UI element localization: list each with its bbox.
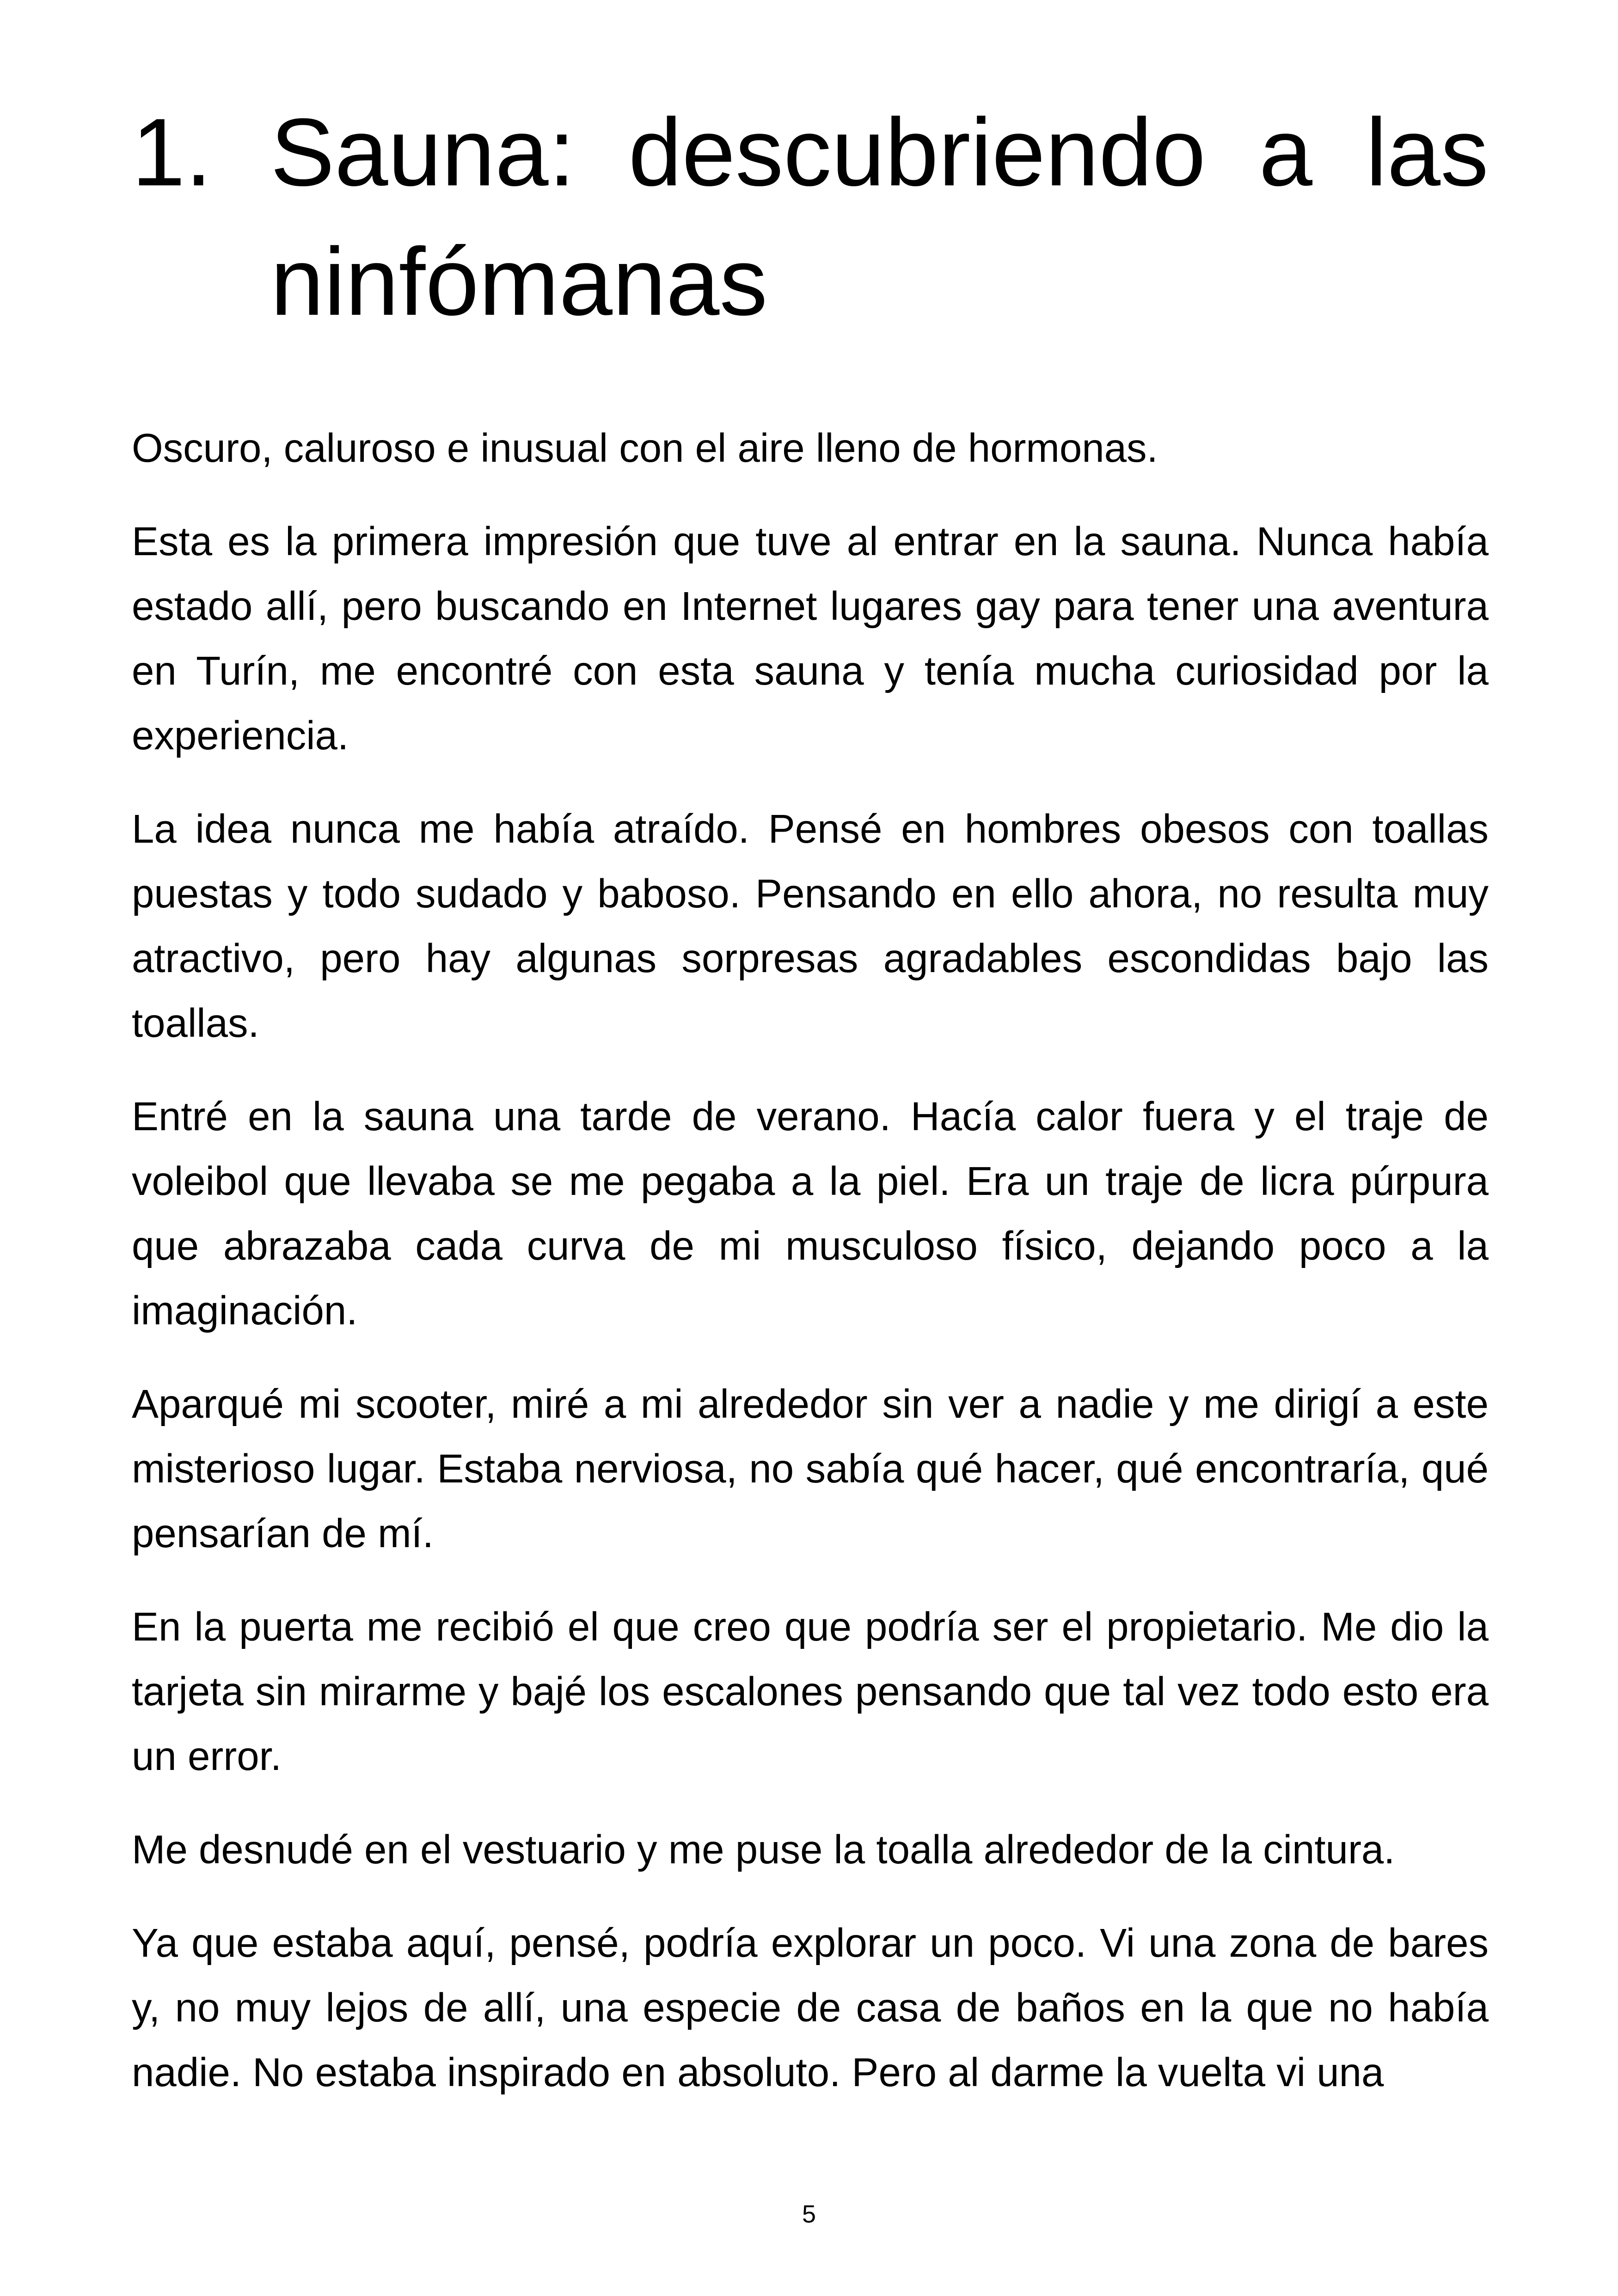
paragraph-8: Ya que estaba aquí, pensé, podría explorar un poco. Vi una zona de bares y, no muy lejos de allí, una especie de casa de baños en la que no había nadie. No estaba inspirado en absoluto. Pero al darme la vuelta vi una bbox=[132, 1921, 1489, 2095]
chapter-title-text bbox=[270, 88, 1489, 347]
paragraph-3: La idea nunca me había atraído. Pensé en hombres obesos con toallas puestas y todo sudado y baboso. Pensando en ello ahora, no resulta muy atractivo, pero hay algunas sorpresas agradables escondidas bajo las toallas. bbox=[132, 807, 1489, 1046]
chapter-title-line-1: Sauna: descubriendo a las bbox=[270, 99, 1489, 206]
body-text bbox=[132, 416, 1489, 2105]
page-content bbox=[132, 88, 1489, 2134]
chapter-title bbox=[132, 88, 1489, 347]
page-number: 5 bbox=[802, 2200, 816, 2228]
paragraph-1: Oscuro, caluroso e inusual con el aire lleno de hormonas. bbox=[132, 426, 1158, 471]
paragraph-2: Esta es la primera impresión que tuve al entrar en la sauna. Nunca había estado allí, pero buscando en Internet lugares gay para tener una aventura en Turín, me encontré con esta sauna y tenía mucha curiosidad por la experiencia. bbox=[132, 519, 1489, 758]
paragraph-6: En la puerta me recibió el que creo que podría ser el propietario. Me dio la tarjeta sin mirarme y bajé los escalones pensando que tal vez todo esto era un error. bbox=[132, 1604, 1489, 1779]
paragraph-5: Aparqué mi scooter, miré a mi alrededor sin ver a nadie y me dirigí a este misterioso lugar. Estaba nerviosa, no sabía qué hacer, qué encontraría, qué pensarían de mí. bbox=[132, 1382, 1489, 1556]
paragraph-7: Me desnudé en el vestuario y me puse la toalla alrededor de la cintura. bbox=[132, 1827, 1395, 1872]
chapter-number: 1. bbox=[132, 99, 212, 206]
paragraph-4: Entré en la sauna una tarde de verano. Hacía calor fuera y el traje de voleibol que llevaba se me pegaba a la piel. Era un traje de licra púrpura que abrazaba cada curva de mi musculoso físico, dejando poco a la imaginación. bbox=[132, 1094, 1489, 1333]
chapter-title-line-2: ninfómanas bbox=[270, 228, 768, 336]
